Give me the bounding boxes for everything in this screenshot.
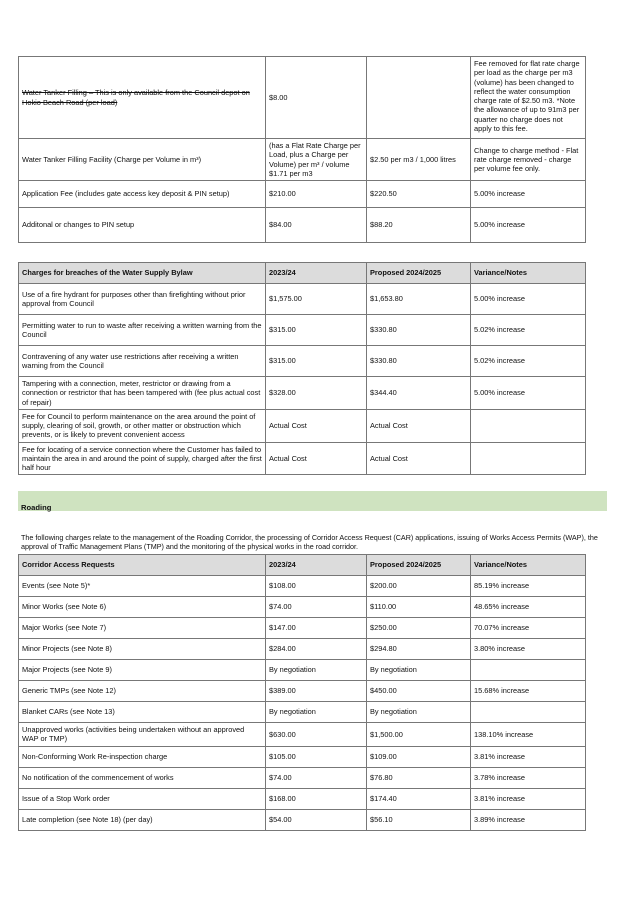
fee-2023: $105.00 <box>266 746 367 767</box>
column-header: Proposed 2024/2025 <box>367 555 471 576</box>
fee-proposed: By negotiation <box>367 702 471 723</box>
table-row <box>19 723 586 747</box>
fee-proposed: $174.40 <box>367 788 471 809</box>
column-header: 2023/24 <box>266 555 367 576</box>
table-row <box>19 315 586 346</box>
fee-notes: 3.81% increase <box>471 746 586 767</box>
table-row <box>19 660 586 681</box>
corridor-access-table <box>18 554 586 831</box>
charge-description: Fee for locating of a service connection where the Customer has failed to maintain the area in and around the point of supply, charged after the first half hour <box>19 442 266 475</box>
fee-notes: 3.89% increase <box>471 809 586 830</box>
fee-2023: By negotiation <box>266 702 367 723</box>
fee-notes: 70.07% increase <box>471 618 586 639</box>
fee-proposed: By negotiation <box>367 660 471 681</box>
request-type: Major Projects (see Note 9) <box>19 660 266 681</box>
fee-2023: (has a Flat Rate Charge per Load, plus a Charge per Volume) per m³ / volume $1.71 per m3 <box>266 139 367 181</box>
table-row <box>19 576 586 597</box>
table-row <box>19 57 586 139</box>
fee-2023: $8.00 <box>266 57 367 139</box>
charge-proposed: $1,653.80 <box>367 284 471 315</box>
fee-notes: 48.65% increase <box>471 597 586 618</box>
table-row <box>19 139 586 181</box>
table-row <box>19 618 586 639</box>
column-header: Corridor Access Requests <box>19 555 266 576</box>
table-header-row <box>19 263 586 284</box>
fee-notes: 5.00% increase <box>471 208 586 243</box>
charge-description: Permitting water to run to waste after receiving a written warning from the Council <box>19 315 266 346</box>
charge-notes: 5.00% increase <box>471 377 586 410</box>
table-row <box>19 788 586 809</box>
table-row <box>19 681 586 702</box>
fee-proposed: $200.00 <box>367 576 471 597</box>
charge-notes: 5.00% increase <box>471 284 586 315</box>
section-band <box>18 491 607 511</box>
fee-proposed: $1,500.00 <box>367 723 471 747</box>
fee-2023: $74.00 <box>266 767 367 788</box>
charge-description: Use of a fire hydrant for purposes other than firefighting without prior approval from Council <box>19 284 266 315</box>
fee-2023: $389.00 <box>266 681 367 702</box>
request-type: Generic TMPs (see Note 12) <box>19 681 266 702</box>
fee-notes: Fee removed for flat rate charge per load as the charge per m3 (volume) has been changed to reflect the water consumption charge rate of $2.50 m3. *Note the allowance of up to 91m3 per quarter no charge does not apply to this fee. <box>471 57 586 139</box>
charge-description: Fee for Council to perform maintenance on the area around the point of supply, clearing of soil, growth, or other matter or obstruction which prevents, or is likely to prevent convenient access <box>19 409 266 442</box>
table-row <box>19 346 586 377</box>
charge-proposed: $344.40 <box>367 377 471 410</box>
charge-description: Tampering with a connection, meter, restrictor or drawing from a connection or restrictor that has been tampered with (fee plus actual cost of repair) <box>19 377 266 410</box>
table-row <box>19 597 586 618</box>
fee-notes: 3.80% increase <box>471 639 586 660</box>
fee-notes: 138.10% increase <box>471 723 586 747</box>
charge-proposed: $330.80 <box>367 315 471 346</box>
charge-2023: $328.00 <box>266 377 367 410</box>
fee-notes <box>471 702 586 723</box>
fee-proposed: $220.50 <box>367 181 471 208</box>
fee-proposed: $294.80 <box>367 639 471 660</box>
request-type: No notification of the commencement of works <box>19 767 266 788</box>
fee-proposed: $250.00 <box>367 618 471 639</box>
fee-notes: 3.78% increase <box>471 767 586 788</box>
request-type: Non-Conforming Work Re-inspection charge <box>19 746 266 767</box>
table-row <box>19 284 586 315</box>
fee-2023: $54.00 <box>266 809 367 830</box>
charge-proposed: Actual Cost <box>367 409 471 442</box>
table-row <box>19 702 586 723</box>
table-row <box>19 208 586 243</box>
fee-description: Additonal or changes to PIN setup <box>19 208 266 243</box>
column-header: Variance/Notes <box>471 555 586 576</box>
fee-proposed: $56.10 <box>367 809 471 830</box>
fee-proposed: $76.80 <box>367 767 471 788</box>
table-row <box>19 746 586 767</box>
charge-2023: Actual Cost <box>266 409 367 442</box>
fee-proposed: $450.00 <box>367 681 471 702</box>
table-row <box>19 767 586 788</box>
breaches-table <box>18 262 586 475</box>
table-row <box>19 377 586 410</box>
fee-proposed <box>367 57 471 139</box>
fee-description: Water Tanker Filling – This is only available from the Council depot on Hokio Beach Road (per load) <box>19 57 266 139</box>
charge-proposed: Actual Cost <box>367 442 471 475</box>
charge-notes: 5.02% increase <box>471 346 586 377</box>
fee-2023: By negotiation <box>266 660 367 681</box>
charge-notes <box>471 409 586 442</box>
fee-description: Application Fee (includes gate access key deposit & PIN setup) <box>19 181 266 208</box>
water-supply-fees-table <box>18 56 586 243</box>
table-row <box>19 809 586 830</box>
column-header: 2023/24 <box>266 263 367 284</box>
table-row <box>19 181 586 208</box>
fee-2023: $108.00 <box>266 576 367 597</box>
column-header: Proposed 2024/2025 <box>367 263 471 284</box>
fee-notes: 15.68% increase <box>471 681 586 702</box>
request-type: Issue of a Stop Work order <box>19 788 266 809</box>
fee-notes: 3.81% increase <box>471 788 586 809</box>
column-header: Charges for breaches of the Water Supply Bylaw <box>19 263 266 284</box>
fee-proposed: $109.00 <box>367 746 471 767</box>
charge-2023: $315.00 <box>266 346 367 377</box>
charge-notes: 5.02% increase <box>471 315 586 346</box>
section-intro: The following charges relate to the management of the Roading Corridor, the processing of Corridor Access Request (CAR) applications, issuing of Works Access Permits (WAP), the approval of Traffic Management Plans (TMP) and the monitoring of the physical works in the road corridor. <box>21 533 598 552</box>
request-type: Blanket CARs (see Note 13) <box>19 702 266 723</box>
charge-2023: $1,575.00 <box>266 284 367 315</box>
fee-notes: Change to charge method - Flat rate charge removed - charge per volume fee only. <box>471 139 586 181</box>
fee-proposed: $88.20 <box>367 208 471 243</box>
request-type: Major Works (see Note 7) <box>19 618 266 639</box>
charge-description: Contravening of any water use restrictions after receiving a written warning from the Council <box>19 346 266 377</box>
table-row <box>19 409 586 442</box>
request-type: Minor Projects (see Note 8) <box>19 639 266 660</box>
charge-notes <box>471 442 586 475</box>
charge-proposed: $330.80 <box>367 346 471 377</box>
table-row <box>19 442 586 475</box>
fee-2023: $84.00 <box>266 208 367 243</box>
charge-2023: Actual Cost <box>266 442 367 475</box>
request-type: Late completion (see Note 18) (per day) <box>19 809 266 830</box>
fee-2023: $630.00 <box>266 723 367 747</box>
request-type: Minor Works (see Note 6) <box>19 597 266 618</box>
request-type: Events (see Note 5)* <box>19 576 266 597</box>
table-header-row <box>19 555 586 576</box>
table-row <box>19 639 586 660</box>
fee-2023: $284.00 <box>266 639 367 660</box>
fee-proposed: $2.50 per m3 / 1,000 litres <box>367 139 471 181</box>
fee-notes: 5.00% increase <box>471 181 586 208</box>
fee-description: Water Tanker Filling Facility (Charge per Volume in m³) <box>19 139 266 181</box>
fee-notes <box>471 660 586 681</box>
fee-2023: $74.00 <box>266 597 367 618</box>
charge-2023: $315.00 <box>266 315 367 346</box>
column-header: Variance/Notes <box>471 263 586 284</box>
fee-2023: $147.00 <box>266 618 367 639</box>
fee-proposed: $110.00 <box>367 597 471 618</box>
fee-2023: $210.00 <box>266 181 367 208</box>
fee-notes: 85.19% increase <box>471 576 586 597</box>
section-title: Roading <box>21 503 52 512</box>
fee-2023: $168.00 <box>266 788 367 809</box>
request-type: Unapproved works (activities being undertaken without an approved WAP or TMP) <box>19 723 266 747</box>
